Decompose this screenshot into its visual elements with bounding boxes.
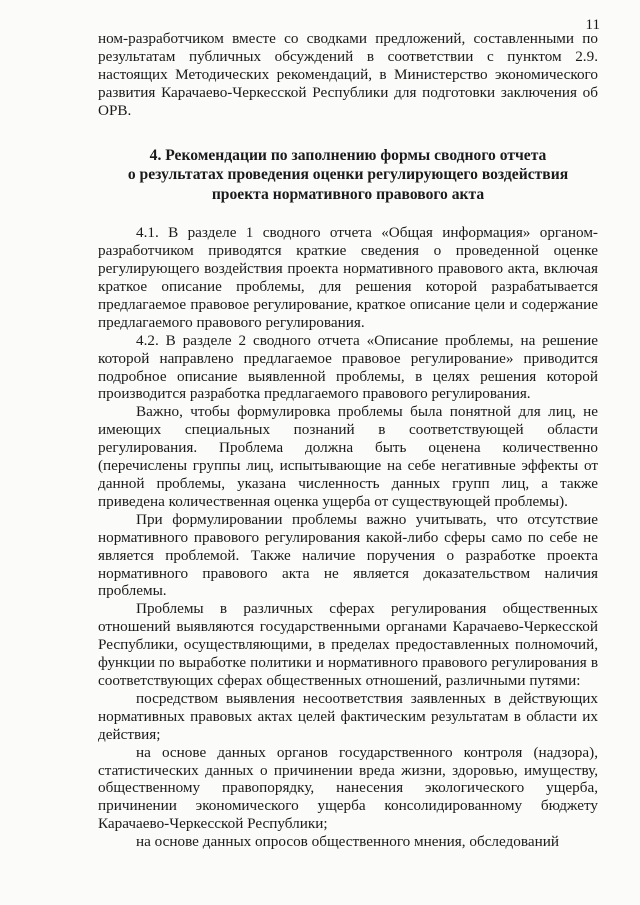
section-heading-line-3: проекта нормативного правового акта: [211, 185, 485, 203]
list-item: посредством выявления несоответствия заявленных в действующих нормативных правовых актах целей фактическим результатам в области их действия;: [98, 689, 598, 743]
document-body: [98, 30, 598, 851]
page-number: 11: [585, 17, 600, 33]
section-heading-line-1: 4. Рекомендации по заполнению формы сводного отчета: [149, 146, 547, 164]
section-heading-line-2: о результатах проведения оценки регулирующего воздействия: [127, 166, 569, 184]
paragraph-4-1: 4.1. В разделе 1 сводного отчета «Общая информация» органом-разработчиком приводятся краткие сведения о проведенной оценке регулирующего воздействия проекта нормативного правового акта, включая краткое описание проблемы, для решения которой разрабатывается предлагаемое правовое регулирование, краткое описание цели и содержание предлагаемого правового регулирования.: [98, 224, 598, 331]
section-heading: [98, 146, 598, 205]
intro-paragraph: ном-разработчиком вместе со сводками предложений, составленными по результатам публичных обсуждений в соответствии с пунктом 2.9. настоящих Методических рекомендаций, в Министерство экономического развития Карачаево-Черкесской Республики для подготовки заключения об ОРВ.: [98, 30, 598, 119]
list-item: на основе данных органов государственного контроля (надзора), статистических данных о причинении вреда жизни, здоровью, имуществу, общественному правопорядку, нанесения экологического ущерба, причинении экономического ущерба консолидированному бюджету Карачаево-Черкесской Республики;: [98, 743, 598, 833]
paragraph-problem-identification: Проблемы в различных сферах регулирования общественных отношений выявляются государственными органами Карачаево-Черкесской Республики, осуществляющими, в пределах предоставленных полномочий, функции по выработке политики и нормативного правового регулирования в соответствующих сферах общественных отношений, различными путями:: [98, 600, 598, 689]
list-item: на основе данных опросов общественного мнения, обследований: [136, 833, 559, 851]
paragraph-problem-wording: Важно, чтобы формулировка проблемы была понятной для лиц, не имеющих специальных познаний в соответствующей области регулирования. Проблема должна быть оценена количественно (перечислены группы лиц, испытывающие на себе негативные эффекты от данной проблемы, указана численность данных групп лиц, а также приведена количественная оценка ущерба от существующей проблемы).: [98, 403, 598, 510]
paragraph-4-2: 4.2. В разделе 2 сводного отчета «Описание проблемы, на решение которой направлено предлагаемое правовое регулирование» приводится подробное описание выявленной проблемы, в целях решения которой производится разработка предлагаемого правового регулирования.: [98, 331, 598, 403]
paragraph-problem-considerations: При формулировании проблемы важно учитывать, что отсутствие нормативного правового регулирования какой-либо сферы само по себе не является проблемой. Также наличие поручения о разработке проекта нормативного правового акта не является доказательством наличия проблемы.: [98, 510, 598, 600]
